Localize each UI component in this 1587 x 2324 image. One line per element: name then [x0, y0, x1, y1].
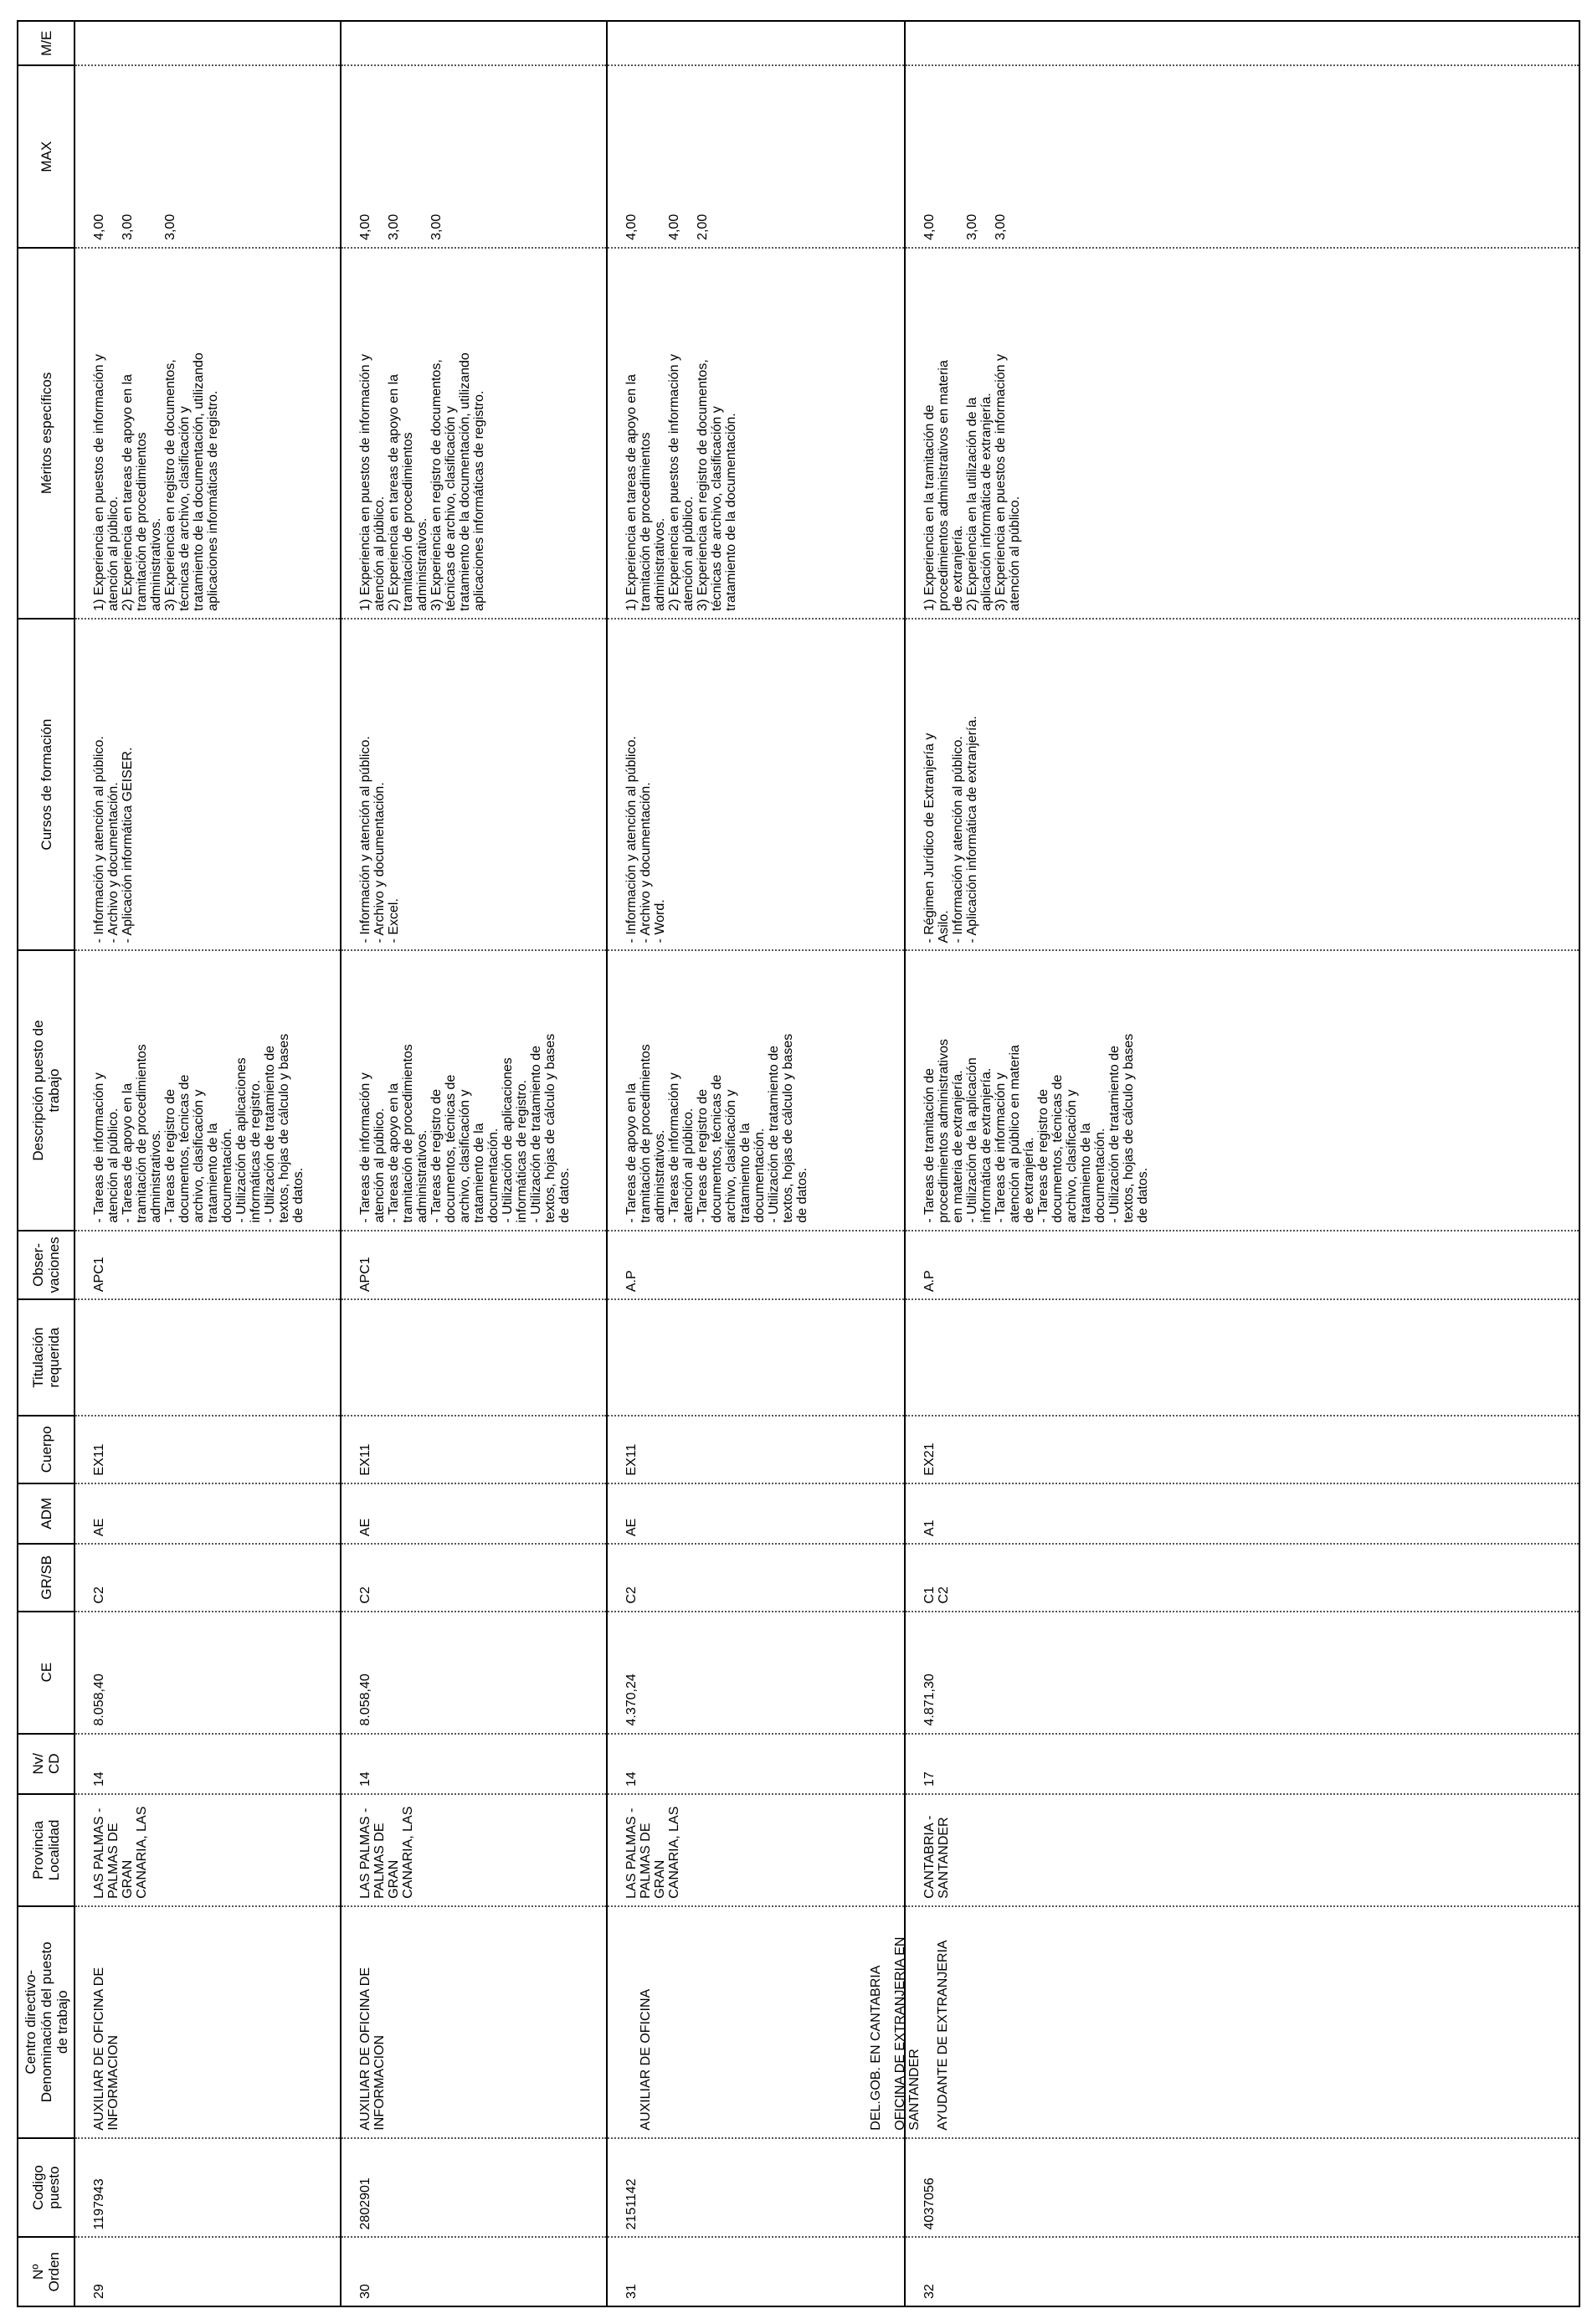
cell-titulacion	[607, 1299, 905, 1416]
table-row	[905, 21, 1579, 2306]
cell-grupo: C2	[607, 1544, 905, 1612]
cell-me	[607, 21, 905, 66]
cell-observaciones: APC1	[74, 1231, 341, 1300]
cell-cursos: - Información y atención al público. - Archivo y documentación. - Excel.	[341, 619, 607, 951]
cell-cuerpo: EX11	[74, 1416, 341, 1483]
cell-adm: AE	[607, 1483, 905, 1544]
cell-provincia: LAS PALMAS - PALMAS DE GRAN CANARIA, LAS	[341, 1794, 607, 1906]
header-max: MAX	[18, 66, 74, 248]
table-row	[341, 21, 607, 2306]
table-row	[607, 21, 905, 2306]
cell-centro-name: AYUDANTE DE EXTRANJERIA	[936, 1940, 950, 2131]
cell-descripcion: - Tareas de apoyo en la tramitación de procedimientos administrativos. - Tareas de información y atención al público. - Tareas de registro de documentos, técnicas de archivo, clasificación y tratamiento de la documentación. - Utilización de tratamiento de textos, hojas de cálculo y bases de datos.	[607, 950, 905, 1230]
cell-descripcion: - Tareas de tramitación de procedimientos administrativos en materia de extranjería. - Utilización de la aplicación informática de extranjería. - Tareas de información y atención al público en materia de extranjería. - Tareas de registro de documentos, técnicas de archivo, clasificación y tratamiento de la documentación. - Utilización de tratamiento de textos, hojas de cálculo y bases de datos.	[905, 950, 1579, 1230]
cell-nivel: 14	[341, 1734, 607, 1794]
cell-meritos: 1) Experiencia en puestos de información y atención al público. 2) Experiencia en tareas de apoyo en la tramitación de procedimientos administrativos. 3) Experiencia en registro de documentos, técnicas de archivo, clasificación y tratamiento de la documentación, utilizando aplicaciones informáticas de registro.	[341, 248, 607, 619]
cell-codigo: 2802901	[341, 2138, 607, 2238]
job-positions-table	[17, 20, 1554, 2307]
cell-cuerpo: EX21	[905, 1416, 1579, 1483]
oficina-heading: OFICINA DE EXTRANJERIA EN SANTANDER	[893, 1936, 922, 2131]
cell-ce: 4.370,24	[607, 1612, 905, 1734]
cell-centro-name: AUXILIAR DE OFICINA	[639, 1988, 653, 2131]
delegacion-heading: DEL.GOB. EN CANTABRIA	[869, 1965, 883, 2131]
cell-grupo: C1 C2	[905, 1544, 1579, 1612]
cell-me	[341, 21, 607, 66]
cell-orden: 32	[905, 2237, 1579, 2306]
header-titulacion: Titulación requerida	[18, 1299, 74, 1416]
cell-grupo: C2	[74, 1544, 341, 1612]
cell-codigo: 1197943	[74, 2138, 341, 2238]
cell-provincia: CANTABRIA - SANTANDER	[905, 1794, 1579, 1906]
cell-me	[74, 21, 341, 66]
header-nivel: Nv/ CD	[18, 1734, 74, 1794]
cell-orden: 31	[607, 2237, 905, 2306]
cell-provincia: LAS PALMAS - PALMAS DE GRAN CANARIA, LAS	[607, 1794, 905, 1906]
cell-titulacion	[341, 1299, 607, 1416]
cell-ce: 8.058,40	[74, 1612, 341, 1734]
cell-observaciones: APC1	[341, 1231, 607, 1300]
header-provincia: Provincia Localidad	[18, 1794, 74, 1906]
cell-adm: AE	[74, 1483, 341, 1544]
cell-max: 4,00 3,00 3,00	[341, 66, 607, 248]
cell-adm: AE	[341, 1483, 607, 1544]
cell-codigo: 2151142	[607, 2138, 905, 2238]
header-centro: Centro directivo- Denominación del puesto de trabajo	[18, 1906, 74, 2138]
header-meritos: Méritos específicos	[18, 248, 74, 619]
cell-grupo: C2	[341, 1544, 607, 1612]
cell-centro	[893, 1906, 1579, 2138]
header-orden: Nº Orden	[18, 2237, 74, 2306]
cell-max: 4,00 3,00 3,00	[905, 66, 1579, 248]
cell-nivel: 17	[905, 1734, 1579, 1794]
cell-provincia: LAS PALMAS - PALMAS DE GRAN CANARIA, LAS	[74, 1794, 341, 1906]
cell-ce: 8.058,40	[341, 1612, 607, 1734]
cell-cuerpo: EX11	[607, 1416, 905, 1483]
cell-max: 4,00 3,00 3,00	[74, 66, 341, 248]
cell-meritos: 1) Experiencia en tareas de apoyo en la tramitación de procedimientos administrativos. 2) Experiencia en puestos de información y atención al público. 3) Experiencia en registro de documentos, técnicas de archivo, clasificación y tratamiento de la documentación.	[607, 248, 905, 619]
cell-titulacion	[905, 1299, 1579, 1416]
cell-max: 4,00 4,00 2,00	[607, 66, 905, 248]
header-grupo: GR/SB	[18, 1544, 74, 1612]
header-ce: CE	[18, 1612, 74, 1734]
header-observaciones: Obser- vaciones	[18, 1231, 74, 1300]
cell-centro: AUXILIAR DE OFICINA DE INFORMACION	[341, 1906, 607, 2138]
header-cursos: Cursos de formación	[18, 619, 74, 951]
cell-descripcion: - Tareas de información y atención al público. - Tareas de apoyo en la tramitación de procedimientos administrativos. - Tareas de registro de documentos, técnicas de archivo, clasificación y tratamiento de la documentación. - Utilización de aplicaciones informáticas de registro. - Utilización de tratamiento de textos, hojas de cálculo y bases de datos.	[341, 950, 607, 1230]
cell-adm: A1	[905, 1483, 1579, 1544]
cell-observaciones: A.P	[607, 1231, 905, 1300]
cell-centro: AUXILIAR DE OFICINA DE INFORMACION	[74, 1906, 341, 2138]
cell-nivel: 14	[74, 1734, 341, 1794]
cell-codigo: 4037056	[905, 2138, 1579, 2238]
cell-titulacion	[74, 1299, 341, 1416]
cell-cursos: - Información y atención al público. - Archivo y documentación. - Aplicación informática GEISER.	[74, 619, 341, 951]
cell-cuerpo: EX11	[341, 1416, 607, 1483]
cell-me	[905, 21, 1579, 66]
cell-meritos: 1) Experiencia en la tramitación de procedimientos administrativos en materia de extranjería. 2) Experiencia en la utilización de la aplicación informática de extranjería. 3) Experiencia en puestos de información y atención al público.	[905, 248, 1579, 619]
cell-orden: 30	[341, 2237, 607, 2306]
cell-centro	[607, 1906, 905, 2138]
cell-observaciones: A.P	[905, 1231, 1579, 1300]
cell-cursos: - Información y atención al público. - Archivo y documentación. - Word.	[607, 619, 905, 951]
header-descripcion: Descripción puesto de trabajo	[18, 950, 74, 1230]
cell-ce: 4.871,30	[905, 1612, 1579, 1734]
cell-cursos: - Régimen Jurídico de Extranjería y Asilo. - Información y atención al público. - Aplicación informática de extranjería.	[905, 619, 1579, 951]
header-row	[18, 21, 74, 2306]
header-cuerpo: Cuerpo	[18, 1416, 74, 1483]
cell-nivel: 14	[607, 1734, 905, 1794]
cell-orden: 29	[74, 2237, 341, 2306]
cell-descripcion: - Tareas de información y atención al público. - Tareas de apoyo en la tramitación de procedimientos administrativos. - Tareas de registro de documentos, técnicas de archivo, clasificación y tratamiento de la documentación. - Utilización de aplicaciones informáticas de registro. - Utilización de tratamiento de textos, hojas de cálculo y bases de datos.	[74, 950, 341, 1230]
header-adm: ADM	[18, 1483, 74, 1544]
header-codigo: Codigo puesto	[18, 2138, 74, 2238]
table-row	[74, 21, 341, 2306]
cell-meritos: 1) Experiencia en puestos de información y atención al público. 2) Experiencia en tareas de apoyo en la tramitación de procedimientos administrativos. 3) Experiencia en registro de documentos, técnicas de archivo, clasificación y tratamiento de la documentación, utilizando aplicaciones informáticas de registro.	[74, 248, 341, 619]
header-me: M/E	[18, 21, 74, 66]
